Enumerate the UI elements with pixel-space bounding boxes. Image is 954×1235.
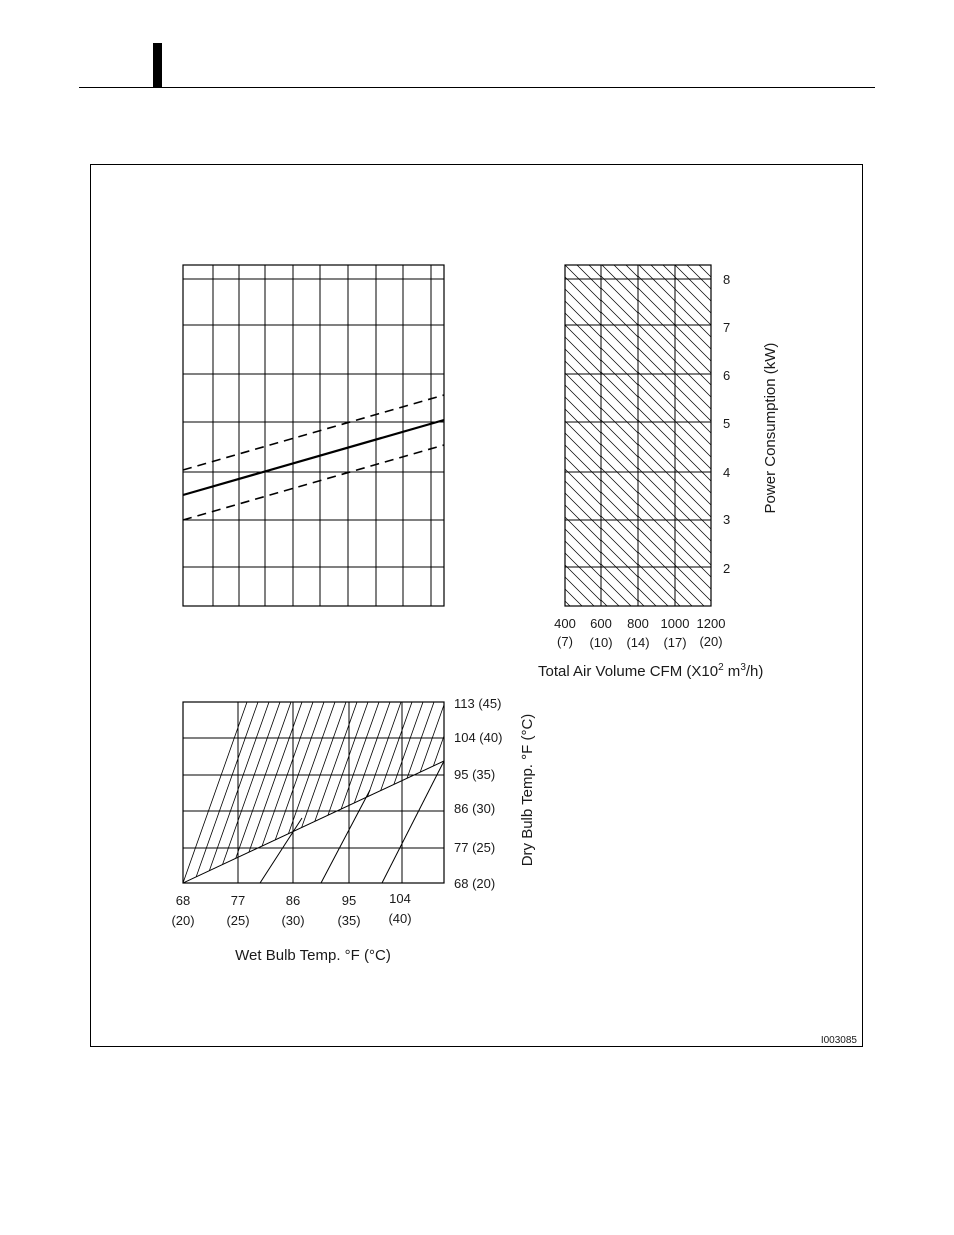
power-x-title-sup-exp: 2 bbox=[718, 662, 724, 673]
power-chart-hatch-line bbox=[638, 564, 675, 601]
power-x-title-sup-cubic: 3 bbox=[740, 662, 746, 673]
temp-x-tick-86: 86 bbox=[285, 893, 301, 908]
power-chart-hatch-line bbox=[675, 349, 711, 385]
power-x-title-end: /h) bbox=[745, 663, 764, 680]
power-chart-hatch-line bbox=[565, 421, 601, 457]
power-chart-hatch-line bbox=[601, 456, 638, 493]
power-chart-hatch-line bbox=[577, 265, 601, 289]
power-chart-hatch-line bbox=[565, 373, 601, 409]
power-x-tick-metric-20: (20) bbox=[699, 634, 723, 649]
temp-x-tick-c-30: (30) bbox=[281, 913, 305, 928]
power-x-axis-title bbox=[538, 662, 763, 680]
power-chart-hatch-line bbox=[601, 504, 638, 541]
power-chart-hatch-line bbox=[699, 265, 711, 277]
power-chart-hatch-line bbox=[675, 529, 711, 565]
power-chart-hatch-line bbox=[601, 384, 638, 421]
power-chart-hatch-line bbox=[675, 385, 711, 421]
power-chart-hatch-line bbox=[601, 348, 638, 385]
power-chart-hatch-line bbox=[601, 360, 638, 397]
temp-y-tick-104: 104 (40) bbox=[454, 730, 503, 745]
power-chart-hatch-line bbox=[638, 600, 644, 606]
temp-x-tick-c-35: (35) bbox=[337, 913, 361, 928]
power-chart-hatch-line bbox=[601, 564, 638, 601]
temp-x-tick-68: 68 bbox=[175, 893, 191, 908]
power-chart-hatch-line bbox=[565, 397, 601, 433]
temp-y-tick-95: 95 (35) bbox=[454, 767, 496, 782]
power-chart-hatch-line bbox=[675, 421, 711, 457]
power-chart-hatch-line bbox=[687, 265, 711, 289]
power-chart-hatch-line bbox=[601, 552, 638, 589]
power-chart-hatch-line bbox=[565, 505, 601, 541]
temp-x-tick-c-40: (40) bbox=[388, 911, 412, 926]
power-chart-hatch-line bbox=[601, 540, 638, 577]
power-chart-hatch-line bbox=[565, 469, 601, 505]
power-chart-hatch-line bbox=[601, 480, 638, 517]
power-chart-hatch-line bbox=[638, 540, 675, 577]
power-chart-hatch-line bbox=[675, 577, 704, 606]
temp-y-axis-title: Dry Bulb Temp. °F (°C) bbox=[519, 713, 536, 867]
power-chart-hatch-line bbox=[601, 276, 638, 313]
power-chart-hatch-line bbox=[565, 361, 601, 397]
power-chart-hatch-line bbox=[675, 445, 711, 481]
power-chart-hatch-line bbox=[565, 289, 601, 325]
power-chart-hatch-line bbox=[565, 481, 601, 517]
power-x-tick-400: 400 bbox=[554, 616, 576, 631]
power-y-tick-2: 2 bbox=[723, 561, 731, 576]
power-x-title-main: Total Air Volume CFM (X10 bbox=[538, 663, 719, 680]
power-chart-hatch-line bbox=[601, 516, 638, 553]
power-chart-hatch-line bbox=[638, 588, 656, 606]
power-chart-hatch-line bbox=[601, 468, 638, 505]
power-chart-hatch-line bbox=[675, 517, 711, 553]
power-chart-hatch-line bbox=[602, 265, 638, 301]
line-chart bbox=[183, 265, 444, 606]
power-chart-hatch-line bbox=[675, 265, 711, 301]
power-chart-hatch-line bbox=[638, 456, 675, 493]
power-chart-hatch-line bbox=[675, 361, 711, 397]
power-chart-hatch-line bbox=[638, 408, 675, 445]
power-chart-hatch-line bbox=[638, 480, 675, 517]
power-chart-hatch-line bbox=[565, 313, 601, 349]
power-chart-hatch-line bbox=[638, 576, 668, 606]
power-chart-hatch-line bbox=[638, 420, 675, 457]
temp-y-tick-68: 68 (20) bbox=[454, 876, 496, 891]
power-chart-hatch-line bbox=[565, 325, 601, 361]
power-chart-hatch-line bbox=[601, 600, 607, 606]
power-chart-hatch-line bbox=[675, 289, 711, 325]
center-solid-line bbox=[183, 420, 444, 495]
power-chart-hatch-line bbox=[651, 265, 675, 289]
power-chart-hatch-line bbox=[638, 312, 675, 349]
power-chart-hatch-line bbox=[675, 457, 711, 493]
power-chart-hatch-line bbox=[565, 433, 601, 469]
power-chart-hatch-line bbox=[565, 517, 601, 553]
power-chart-hatch-line bbox=[565, 493, 601, 529]
power-x-tick-1200: 1200 bbox=[696, 616, 726, 631]
temperature-chart bbox=[171, 696, 577, 964]
power-chart-hatch-line bbox=[638, 552, 675, 589]
power-chart-hatch-line bbox=[675, 469, 711, 505]
power-x-tick-metric-17: (17) bbox=[663, 635, 687, 650]
power-chart-hatch-line bbox=[675, 493, 711, 529]
power-x-tick-800: 800 bbox=[627, 616, 649, 631]
temp-y-tick-86: 86 (30) bbox=[454, 801, 496, 816]
power-chart-hatch-line bbox=[675, 397, 711, 433]
power-y-tick-7: 7 bbox=[723, 320, 731, 335]
power-chart-hatch-line bbox=[663, 265, 675, 277]
power-chart-hatch-line bbox=[601, 396, 638, 433]
line-chart-grid bbox=[183, 265, 444, 606]
power-chart-hatch-line bbox=[675, 541, 711, 577]
power-chart-hatch-line bbox=[675, 325, 711, 361]
power-x-tick-metric-10: (10) bbox=[589, 635, 613, 650]
power-chart-hatch-line bbox=[638, 360, 675, 397]
power-x-tick-600: 600 bbox=[590, 616, 612, 631]
power-chart-hatch-line bbox=[639, 265, 675, 301]
temp-y-tick-77: 77 (25) bbox=[454, 840, 496, 855]
power-chart-hatch-line bbox=[565, 337, 601, 373]
power-chart-hatch-line bbox=[614, 265, 638, 289]
power-chart-hatch-line bbox=[675, 565, 711, 601]
power-chart-hatch-line bbox=[565, 445, 601, 481]
power-chart-hatch-line bbox=[565, 277, 601, 313]
power-chart-hatch-line bbox=[638, 336, 675, 373]
power-chart-hatch-line bbox=[601, 312, 638, 349]
power-chart-hatch-line bbox=[601, 300, 638, 337]
power-y-axis-title: Power Consumption (kW) bbox=[762, 342, 779, 514]
power-chart-hatch-line bbox=[626, 265, 638, 277]
power-chart-hatch-line bbox=[565, 601, 570, 606]
power-chart-hatch-line bbox=[638, 300, 675, 337]
power-chart bbox=[538, 265, 779, 680]
power-chart-hatch-line bbox=[638, 516, 675, 553]
power-chart-hatch-line bbox=[638, 468, 675, 505]
power-chart-hatch-line bbox=[638, 384, 675, 421]
power-chart-hatch-line bbox=[675, 433, 711, 469]
power-chart-hatch-line bbox=[601, 336, 638, 373]
power-chart-hatch-line bbox=[565, 577, 594, 606]
power-chart-hatch-line bbox=[601, 420, 638, 457]
power-chart-hatch-line bbox=[589, 265, 601, 277]
power-chart-hatch-line bbox=[675, 601, 680, 606]
power-chart-hatch-line bbox=[638, 504, 675, 541]
power-chart-hatch-line bbox=[675, 301, 711, 337]
power-y-tick-6: 6 bbox=[723, 368, 731, 383]
power-chart-hatch-line bbox=[638, 276, 675, 313]
figure-id: I003085 bbox=[820, 1035, 857, 1046]
power-chart-hatch-line bbox=[638, 288, 675, 325]
temp-y-tick-113: 113 (45) bbox=[454, 696, 502, 711]
lower-dashed-line bbox=[183, 445, 444, 520]
power-chart-hatch-line bbox=[638, 324, 675, 361]
power-chart-hatch-line bbox=[638, 528, 675, 565]
upper-dashed-line bbox=[183, 395, 444, 470]
power-chart-hatch-line bbox=[675, 337, 711, 373]
power-chart-hatch-line bbox=[675, 373, 711, 409]
power-chart-hatch-line bbox=[601, 324, 638, 361]
power-chart-hatch-line bbox=[565, 349, 601, 385]
power-chart-hatch-line bbox=[675, 553, 711, 589]
power-chart-hatch-line bbox=[565, 265, 601, 301]
power-x-title-mid: m bbox=[723, 663, 741, 680]
power-x-tick-1000: 1000 bbox=[660, 616, 690, 631]
power-chart-hatch-line bbox=[638, 444, 675, 481]
power-chart-hatch-line bbox=[601, 576, 631, 606]
power-chart-hatch-line bbox=[638, 492, 675, 529]
power-chart-hatch-line bbox=[601, 588, 619, 606]
power-y-tick-4: 4 bbox=[723, 465, 731, 480]
power-chart-hatch-line bbox=[638, 372, 675, 409]
power-chart-hatch-line bbox=[565, 301, 601, 337]
power-chart-hatch-line bbox=[565, 409, 601, 445]
power-chart-hatch-line bbox=[601, 408, 638, 445]
temp-x-tick-77: 77 bbox=[230, 893, 246, 908]
power-chart-hatch-line bbox=[675, 481, 711, 517]
power-chart-hatch-line bbox=[675, 313, 711, 349]
power-chart-hatch-line bbox=[638, 348, 675, 385]
power-chart-hatch-line bbox=[601, 288, 638, 325]
power-chart-hatch-line bbox=[601, 492, 638, 529]
power-chart-hatch-line bbox=[675, 409, 711, 445]
power-chart-hatch-line bbox=[638, 432, 675, 469]
temp-x-axis-title: Wet Bulb Temp. °F (°C) bbox=[235, 947, 391, 964]
line-chart-frame bbox=[183, 265, 444, 606]
power-chart-hatch-line bbox=[565, 385, 601, 421]
temp-x-tick-c-25: (25) bbox=[226, 913, 250, 928]
power-chart-hatch-line bbox=[675, 505, 711, 541]
power-x-tick-metric-14: (14) bbox=[626, 635, 650, 650]
power-chart-hatch-line bbox=[565, 529, 601, 565]
power-x-tick-metric-7: (7) bbox=[557, 634, 573, 649]
power-chart-hatch-line bbox=[565, 565, 601, 601]
power-y-tick-8: 8 bbox=[723, 272, 731, 287]
power-chart-hatch-line bbox=[601, 372, 638, 409]
power-chart-hatch-line bbox=[675, 277, 711, 313]
power-chart-hatch-line bbox=[638, 396, 675, 433]
temp-x-tick-95: 95 bbox=[341, 893, 357, 908]
power-chart-hatch-line bbox=[565, 457, 601, 493]
temp-x-tick-c-20: (20) bbox=[171, 913, 195, 928]
power-chart-hatch-line bbox=[601, 528, 638, 565]
power-y-tick-5: 5 bbox=[723, 416, 731, 431]
power-chart-hatch-line bbox=[565, 541, 601, 577]
temp-x-tick-104: 104 bbox=[389, 891, 411, 906]
power-y-tick-3: 3 bbox=[723, 512, 731, 527]
power-chart-hatch-line bbox=[601, 432, 638, 469]
power-chart-hatch-line bbox=[565, 553, 601, 589]
power-chart-hatch-line bbox=[601, 444, 638, 481]
